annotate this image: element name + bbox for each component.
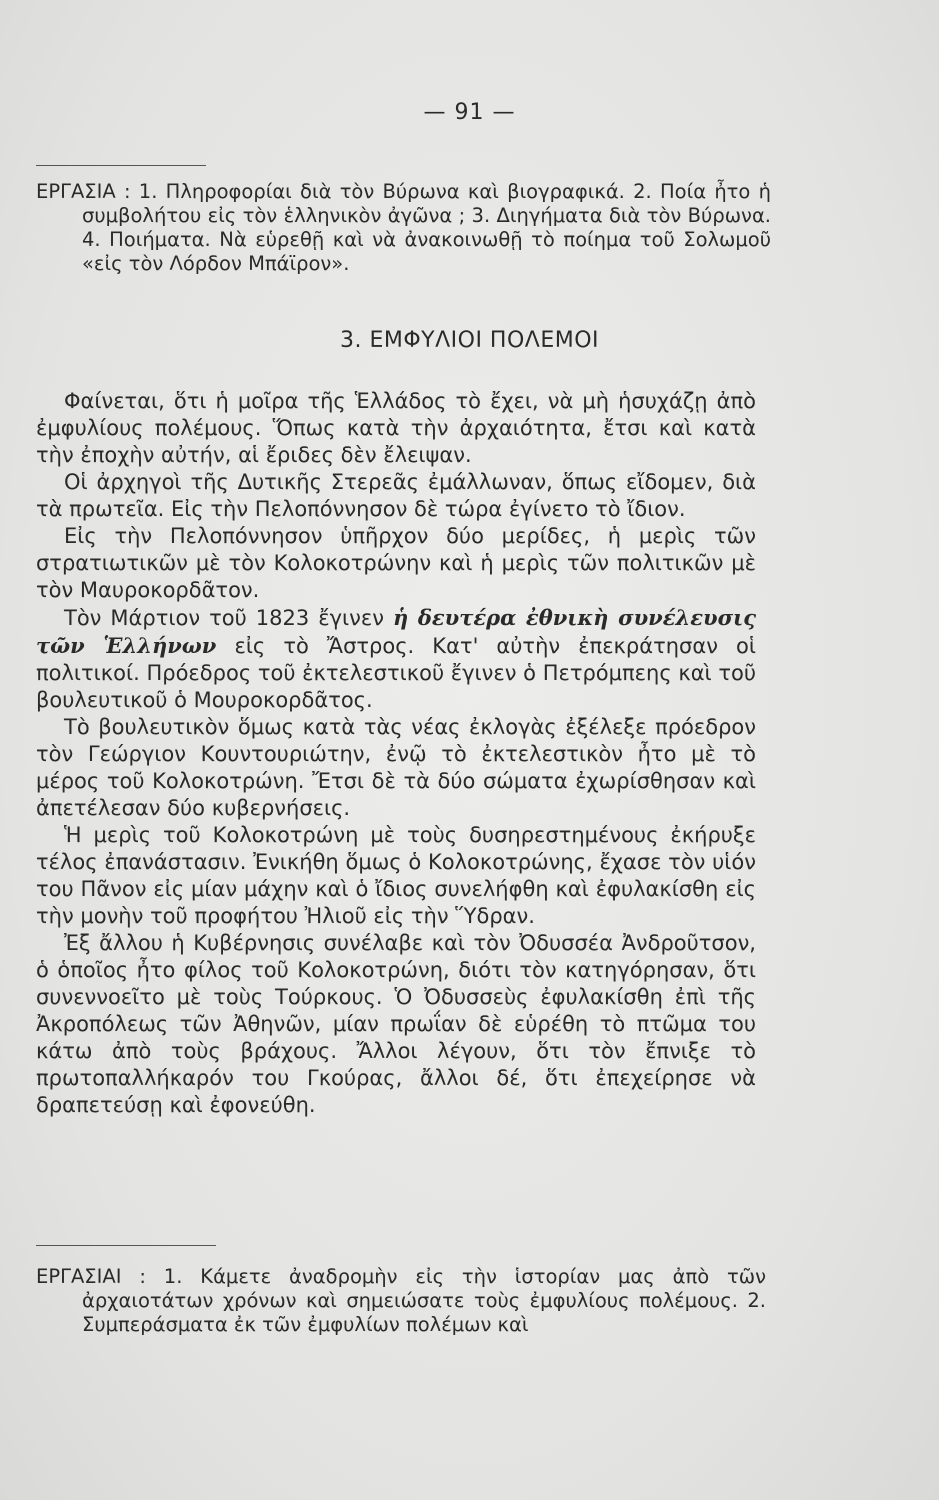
bottom-divider: [36, 1245, 216, 1246]
chapter-heading: 3. ΕΜΦΥΛΙΟΙ ΠΟΛΕΜΟΙ: [339, 328, 600, 353]
top-divider: [36, 165, 206, 166]
paragraph-4-end: εἰς τὸ Ἄστρος. Κατ' αὐτὴν ἐπεκράτησαν οἱ πολιτικοί. Πρόεδρος τοῦ ἐκτελεστικοῦ ἔγινεν ὁ Πετρόμπεης καὶ τοῦ βουλευτικοῦ ὁ Μουροκορδᾶτος.: [36, 634, 756, 712]
paragraph-4-emphasis: ἡ δευτέρα ἐθνικὴ συνέλευσις τῶν Ἑλλήνων: [36, 605, 756, 658]
paragraph-3: Εἰς τὴν Πελοπόννησον ὑπῆρχον δύο μερίδες, ἡ μερὶς τῶν στρατιωτικῶν μὲ τὸν Κολοκοτρώνην καὶ ἡ μερὶς τῶν πολιτικῶν μὲ τὸν Μαυροκορδᾶτον.: [36, 524, 756, 602]
paragraph-1: Φαίνεται, ὅτι ἡ μοῖρα τῆς Ἑλλάδος τὸ ἔχει, νὰ μὴ ἡσυχάζῃ ἀπὸ ἐμφυλίους πολέμους. Ὅπως κατὰ τὴν ἀρχαιότητα, ἔτσι καὶ κατὰ τὴν ἐποχὴν αὐτήν, αἱ ἔριδες δὲν ἔλειψαν.: [36, 389, 756, 467]
bottom-note-text: ΕΡΓΑΣΙΑΙ : 1. Κάμετε ἀναδρομὴν εἰς τὴν ἱστορίαν μας ἀπὸ τῶν ἀρχαιοτάτων χρόνων καὶ σημειώσατε τοὺς ἐμφυλίους πολέμους. 2. Συμπεράσματα ἐκ τῶν ἐμφυλίων πολέμων καὶ: [36, 1265, 766, 1336]
bottom-exercise-note: [36, 1265, 766, 1337]
chapter-body: [36, 388, 756, 1119]
paragraph-7: Ἐξ ἄλλου ἡ Κυβέρνησις συνέλαβε καὶ τὸν Ὀδυσσέα Ἀνδροῦτσον, ὁ ὁποῖος ἦτο φίλος τοῦ Κολοκοτρώνη, διότι τὸν κατηγόρησαν, ὅτι συνεννοεῖτο μὲ τοὺς Τούρκους. Ὁ Ὀδυσσεὺς ἐφυλακίσθη ἐπὶ τῆς Ἀκροπόλεως τῶν Ἀθηνῶν, μίαν πρωΐαν δὲ εὑρέθη τὸ πτῶμα του κάτω ἀπὸ τοὺς βράχους. Ἄλλοι λέγουν, ὅτι τὸν ἔπνιξε τὸ πρωτοπαλλήκαρόν του Γκούρας, ἄλλοι δέ, ὅτι ἐπεχείρησε νὰ δραπετεύσῃ καὶ ἐφονεύθη.: [36, 931, 756, 1117]
paragraph-5: Τὸ βουλευτικὸν ὅμως κατὰ τὰς νέας ἐκλογὰς ἐξέλεξε πρόεδρον τὸν Γεώργιον Κουντουριώτην, ἐνῷ τὸ ἐκτελεστικὸν ἦτο μὲ τὸ μέρος τοῦ Κολοκοτρώνη. Ἔτσι δὲ τὰ δύο σώματα ἐχωρίσθησαν καὶ ἀπετέλεσαν δύο κυβερνήσεις.: [36, 715, 756, 820]
top-exercise-note: [36, 180, 771, 276]
paragraph-6: Ἡ μερὶς τοῦ Κολοκοτρώνη μὲ τοὺς δυσηρεστημένους ἐκήρυξε τέλος ἐπανάστασιν. Ἐνικήθη ὅμως ὁ Κολοκοτρώνης, ἔχασε τὸν υἱόν του Πᾶνον εἰς μίαν μάχην καὶ ὁ ἴδιος συνελήφθη καὶ ἐφυλακίσθη εἰς τὴν μονὴν τοῦ προφήτου Ἠλιοῦ εἰς τὴν Ὕδραν.: [36, 823, 756, 928]
paragraph-4-start: Τὸν Μάρτιον τοῦ 1823 ἔγινεν: [64, 606, 393, 630]
paragraph-2: Οἱ ἀρχηγοὶ τῆς Δυτικῆς Στερεᾶς ἐμάλλωναν, ὅπως εἴδομεν, διὰ τὰ πρωτεῖα. Εἰς τὴν Πελοπόννησον δὲ τώρα ἐγίνετο τὸ ἴδιον.: [36, 470, 756, 521]
page-number: — 91 —: [423, 100, 516, 125]
top-note-text: ΕΡΓΑΣΙΑ : 1. Πληροφορίαι διὰ τὸν Βύρωνα καὶ βιογραφικά. 2. Ποία ἦτο ἡ συμβολήτου εἰς τὸν ἑλληνικὸν ἀγῶνα ; 3. Διηγήματα διὰ τὸν Βύρωνα. 4. Ποιήματα. Νὰ εὑρεθῇ καὶ νὰ ἀνακοινωθῇ τὸ ποίημα τοῦ Σολωμοῦ «εἰς τὸν Λόρδον Μπάϊρον».: [36, 180, 771, 275]
paragraph-4: [36, 604, 756, 714]
